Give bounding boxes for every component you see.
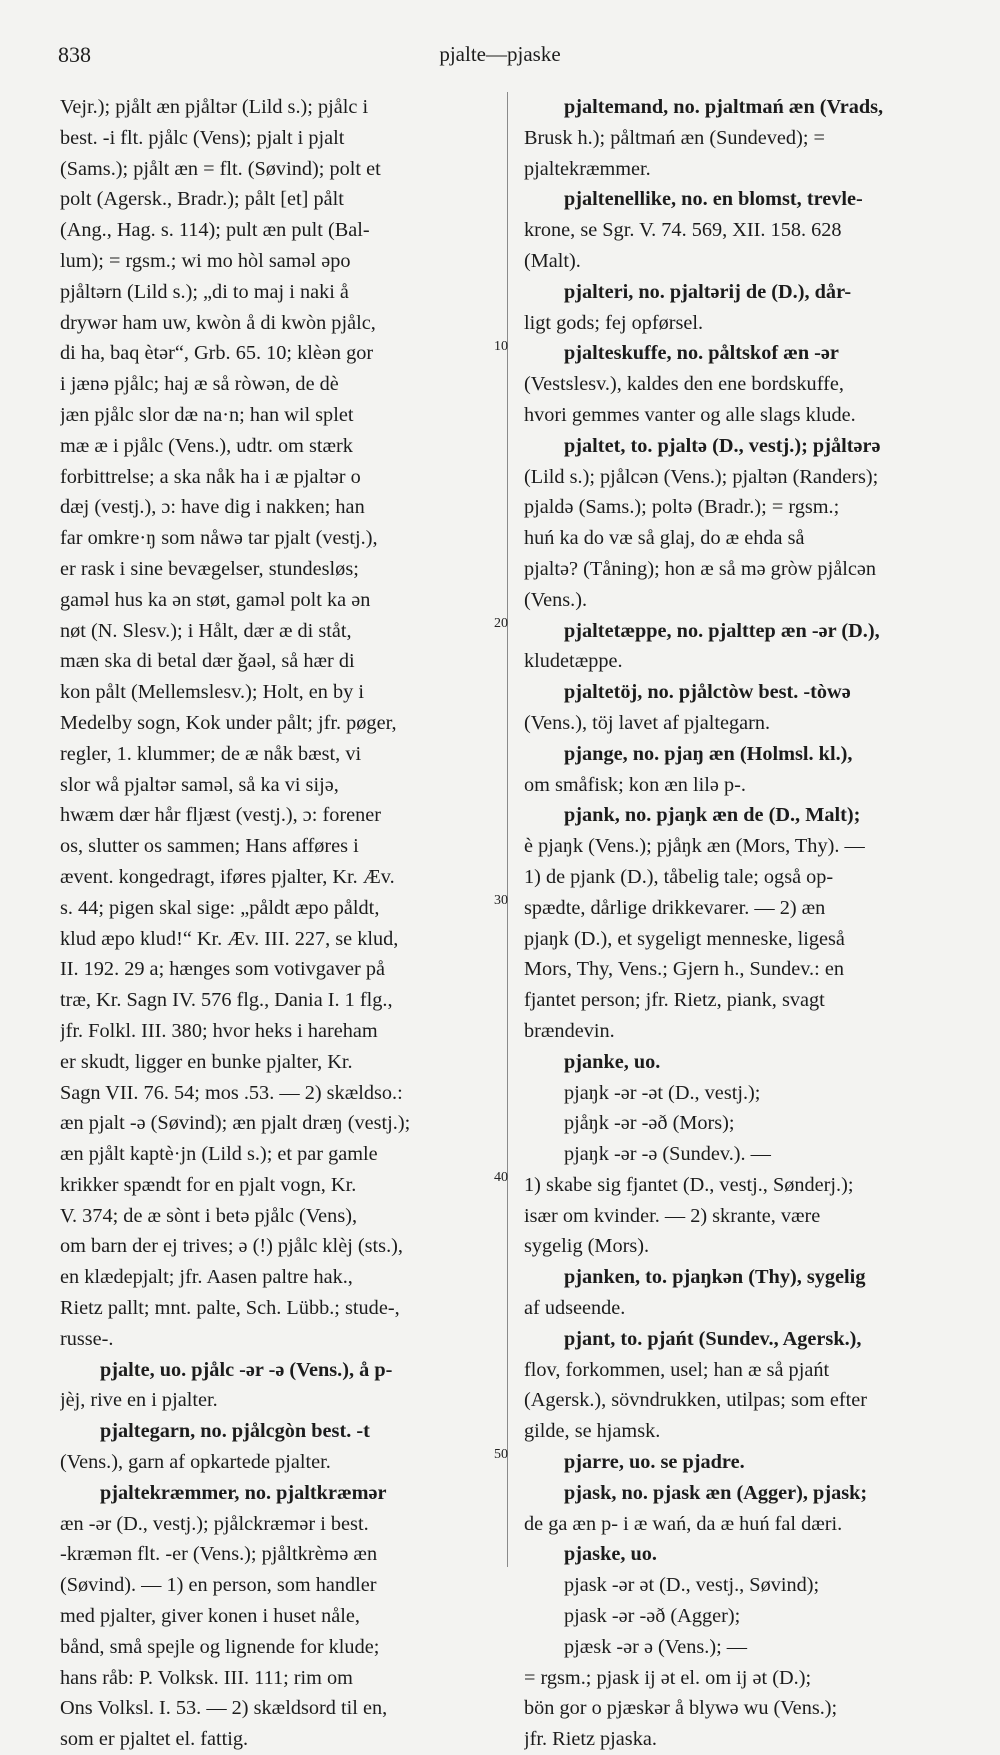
text-line: spædte, dårlige drikkevarer. — 2) æn bbox=[524, 896, 826, 919]
text-line: en klædepjalt; jfr. Aasen paltre hak., bbox=[60, 1266, 353, 1289]
headword-line: pjaltenellike, no. en blomst, trevle- bbox=[564, 188, 863, 211]
text-line: jfr. Rietz pjaska. bbox=[524, 1728, 657, 1751]
headword-line: pjaltetæppe, no. pjalttep æn -ər (D.), bbox=[564, 619, 880, 642]
text-line: russe-. bbox=[60, 1327, 114, 1350]
text-line: (Ang., Hag. s. 114); pult æn pult (Bal- bbox=[60, 219, 370, 242]
headword-line: pjant, to. pjańt (Sundev., Agersk.), bbox=[564, 1327, 862, 1350]
margin-line-number: 30 bbox=[494, 893, 508, 908]
text-line: Rietz pallt; mnt. palte, Sch. Lübb.; stude-, bbox=[60, 1297, 400, 1320]
headword-line: pjaltegarn, no. pjålcgòn best. -t bbox=[100, 1420, 370, 1443]
text-line: fjantet person; jfr. Rietz, piank, svagt bbox=[524, 989, 825, 1012]
text-line: klud æpo klud!“ Kr. Æv. III. 227, se klud, bbox=[60, 927, 399, 950]
running-head: pjalte—pjaske bbox=[439, 42, 561, 66]
headword-line: pjaltet, to. pjaltə (D., vestj.); pjåltərə bbox=[564, 434, 881, 457]
margin-line-number: 20 bbox=[494, 616, 508, 631]
text-line: drywər ham uw, kwòn å di kwòn pjålc, bbox=[60, 311, 376, 334]
text-line: forbittrelse; a ska nåk ha i æ pjaltər o bbox=[60, 465, 361, 488]
text-line: især om kvinder. — 2) skrante, være bbox=[524, 1204, 821, 1227]
text-line: best. -i flt. pjålc (Vens); pjalt i pjalt bbox=[60, 126, 345, 149]
text-line: polt (Agersk., Bradr.); pålt [et] pålt bbox=[60, 188, 344, 211]
text-line: pjaŋk -ər -ə (Sundev.). — bbox=[564, 1143, 771, 1166]
text-line: (Agersk.), sövndrukken, utilpas; som efter bbox=[524, 1389, 868, 1412]
text-line: 1) de pjank (D.), tåbelig tale; også op- bbox=[524, 865, 834, 888]
text-line: 1) skabe sig fjantet (D., vestj., Sønderj.); bbox=[524, 1173, 854, 1196]
text-line: de ga æn p- i æ wań, da æ huń fal dæri. bbox=[524, 1512, 843, 1535]
headword-line: pjange, no. pjaŋ æn (Holmsl. kl.), bbox=[564, 742, 853, 765]
text-line: bön gor o pjæskər å blywə wu (Vens.); bbox=[524, 1697, 838, 1720]
text-line: lum); = rgsm.; wi mo hòl saməl əpo bbox=[60, 249, 351, 272]
text-line: er skudt, ligger en bunke pjalter, Kr. bbox=[60, 1050, 353, 1073]
text-line: jæn pjålc slor dæ na·n; han wil splet bbox=[60, 403, 354, 426]
text-line: æn pjalt -ə (Søvind); æn pjalt dræŋ (vestj.); bbox=[60, 1112, 411, 1135]
text-line: pjæsk -ər ə (Vens.); — bbox=[564, 1635, 748, 1658]
text-line: ligt gods; fej opførsel. bbox=[524, 311, 704, 334]
text-line: pjaldə (Sams.); poltə (Bradr.); = rgsm.; bbox=[524, 496, 840, 519]
text-line: om barn der ej trives; ə (!) pjålc klèj (sts.), bbox=[60, 1235, 403, 1258]
text-line: (Malt). bbox=[524, 249, 581, 272]
headword-line: pjalteskuffe, no. påltskof æn -ər bbox=[564, 342, 839, 365]
text-line: mæ æ i pjålc (Vens.), udtr. om stærk bbox=[60, 434, 353, 457]
headword-line: pjaltemand, no. pjaltmań æn (Vrads, bbox=[564, 96, 884, 118]
text-line: V. 374; de æ sònt i betə pjålc (Vens), bbox=[60, 1204, 358, 1227]
headword-line: pjaltekræmmer, no. pjaltkræmər bbox=[100, 1481, 387, 1504]
text-line: nøt (N. Slesv.); i Hålt, dær æ di ståt, bbox=[60, 619, 352, 642]
text-line: (Vens.), töj lavet af pjaltegarn. bbox=[524, 711, 771, 734]
text-line: Brusk h.); påltmań æn (Sundeved); = bbox=[524, 126, 825, 149]
text-line: krikker spændt for en pjalt vogn, Kr. bbox=[60, 1173, 357, 1196]
text-line: (Vens.), garn af opkartede pjalter. bbox=[60, 1451, 331, 1474]
text-line: regler, 1. klummer; de æ nåk bæst, vi bbox=[60, 742, 362, 765]
text-line: pjask -ər -əð (Agger); bbox=[564, 1605, 741, 1628]
text-line: (Vens.). bbox=[524, 588, 588, 611]
text-line: gaməl hus ka ən støt, gaməl polt ka ən bbox=[60, 588, 371, 611]
text-line: gilde, se hjamsk. bbox=[524, 1420, 661, 1443]
text-line: huń ka do væ så glaj, do æ ehda så bbox=[524, 527, 805, 550]
text-line: træ, Kr. Sagn IV. 576 flg., Dania I. 1 flg., bbox=[60, 989, 393, 1012]
text-line: Mors, Thy, Vens.; Gjern h., Sundev.: en bbox=[524, 958, 844, 981]
text-line: s. 44; pigen skal sige: „påldt æpo påldt, bbox=[60, 896, 380, 919]
text-line: hvori gemmes vanter og alle slags klude. bbox=[524, 403, 856, 426]
text-line: om småfisk; kon æn lilə p-. bbox=[524, 773, 746, 796]
text-line: hans råb: P. Volksk. III. 111; rim om bbox=[60, 1666, 353, 1689]
text-line: slor wå pjaltər saməl, så ka vi sijə, bbox=[60, 773, 339, 796]
text-line: -kræmən flt. -er (Vens.); pjåltkrèmə æn bbox=[60, 1543, 378, 1566]
text-line: (Søvind). — 1) en person, som handler bbox=[60, 1574, 377, 1597]
text-line: krone, se Sgr. V. 74. 569, XII. 158. 628 bbox=[524, 219, 842, 242]
text-line: pjaltekræmmer. bbox=[524, 157, 651, 180]
text-line: pjaŋk (D.), et sygeligt menneske, ligeså bbox=[524, 927, 845, 950]
text-line: med pjalter, giver konen i huset nåle, bbox=[60, 1605, 360, 1628]
text-line: far omkre·ŋ som nåwə tar pjalt (vestj.), bbox=[60, 527, 378, 550]
text-line: af udseende. bbox=[524, 1297, 626, 1320]
right-column bbox=[524, 92, 959, 1755]
headword-line: pjalteri, no. pjaltərij de (D.), dår- bbox=[564, 280, 852, 303]
margin-line-number: 50 bbox=[494, 1447, 508, 1462]
text-line: flov, forkommen, usel; han æ så pjańt bbox=[524, 1358, 830, 1381]
text-line: dæj (vestj.), ɔ: have dig i nakken; han bbox=[60, 496, 365, 519]
text-line: di ha, baq ètər“, Grb. 65. 10; klèən gor bbox=[60, 342, 374, 365]
text-line: = rgsm.; pjask ij ət el. om ij ət (D.); bbox=[524, 1666, 812, 1689]
text-line: i jænə pjålc; haj æ så ròwən, de dè bbox=[60, 373, 339, 396]
text-line: sygelig (Mors). bbox=[524, 1235, 650, 1258]
text-line: pjask -ər ət (D., vestj., Søvind); bbox=[564, 1574, 820, 1597]
text-line: æn pjålt kaptè·jn (Lild s.); et par gamle bbox=[60, 1143, 378, 1166]
text-line: pjaŋk -ər -ət (D., vestj.); bbox=[564, 1081, 761, 1104]
text-line: brændevin. bbox=[524, 1019, 615, 1042]
text-line: er rask i sine bevægelser, stundesløs; bbox=[60, 557, 359, 580]
headword-line: pjalte, uo. pjålc -ər -ə (Vens.), å p- bbox=[100, 1358, 393, 1381]
text-line: jèj, rive en i pjalter. bbox=[60, 1389, 218, 1412]
headword-line: pjaltetöj, no. pjålctòw best. -tòwə bbox=[564, 681, 851, 704]
text-line: Sagn VII. 76. 54; mos .53. — 2) skældso.: bbox=[60, 1081, 403, 1104]
text-line: mæn ska di betal dær ǧaəl, så hær di bbox=[60, 650, 355, 673]
text-line: pjåŋk -ər -əð (Mors); bbox=[564, 1112, 735, 1135]
text-line: è pjaŋk (Vens.); pjåŋk æn (Mors, Thy). — bbox=[524, 835, 865, 858]
text-line: bånd, små spejle og lignende for klude; bbox=[60, 1635, 380, 1658]
text-line: æn -ər (D., vestj.); pjålckræmər i best. bbox=[60, 1512, 369, 1535]
text-line: kon pålt (Mellemslesv.); Holt, en by i bbox=[60, 681, 364, 704]
text-line: (Vestslesv.), kaldes den ene bordskuffe, bbox=[524, 373, 844, 396]
text-line: (Lild s.); pjålcən (Vens.); pjaltən (Randers); bbox=[524, 465, 879, 488]
headword-line: pjanke, uo. bbox=[564, 1050, 661, 1073]
page-number: 838 bbox=[58, 42, 91, 67]
column-divider bbox=[507, 92, 508, 1567]
text-line: pjåltərn (Lild s.); „di to maj i naki å bbox=[60, 280, 349, 303]
text-line: ævent. kongedragt, iføres pjalter, Kr. Æv. bbox=[60, 865, 395, 888]
headword-line: pjarre, uo. se pjadre. bbox=[564, 1451, 745, 1474]
text-line: II. 192. 29 a; hænges som votivgaver på bbox=[60, 958, 386, 981]
left-column bbox=[60, 92, 492, 1755]
text-line: Vejr.); pjålt æn pjåltər (Lild s.); pjålc i bbox=[60, 96, 369, 118]
headword-line: pjank, no. pjaŋk æn de (D., Malt); bbox=[564, 804, 861, 827]
margin-line-number: 10 bbox=[494, 339, 508, 354]
text-line: kludetæppe. bbox=[524, 650, 623, 673]
headword-line: pjaske, uo. bbox=[564, 1543, 657, 1566]
text-line: Ons Volksl. I. 53. — 2) skældsord til en, bbox=[60, 1697, 388, 1720]
headword-line: pjanken, to. pjaŋkən (Thy), sygelig bbox=[564, 1266, 866, 1289]
text-line: Medelby sogn, Kok under pålt; jfr. pøger, bbox=[60, 711, 397, 734]
margin-line-number: 40 bbox=[494, 1170, 508, 1185]
text-line: pjaltə? (Tåning); hon æ så mə gròw pjålcən bbox=[524, 557, 876, 580]
text-line: os, slutter os sammen; Hans afføres i bbox=[60, 835, 359, 858]
text-line: jfr. Folkl. III. 380; hvor heks i hareham bbox=[60, 1019, 378, 1042]
text-line: hwæm dær hår fljæst (vestj.), ɔ: forener bbox=[60, 804, 382, 827]
text-line: som er pjaltet el. fattig. bbox=[60, 1728, 249, 1751]
text-line: (Sams.); pjålt æn = flt. (Søvind); polt et bbox=[60, 157, 381, 180]
headword-line: pjask, no. pjask æn (Agger), pjask; bbox=[564, 1481, 868, 1504]
